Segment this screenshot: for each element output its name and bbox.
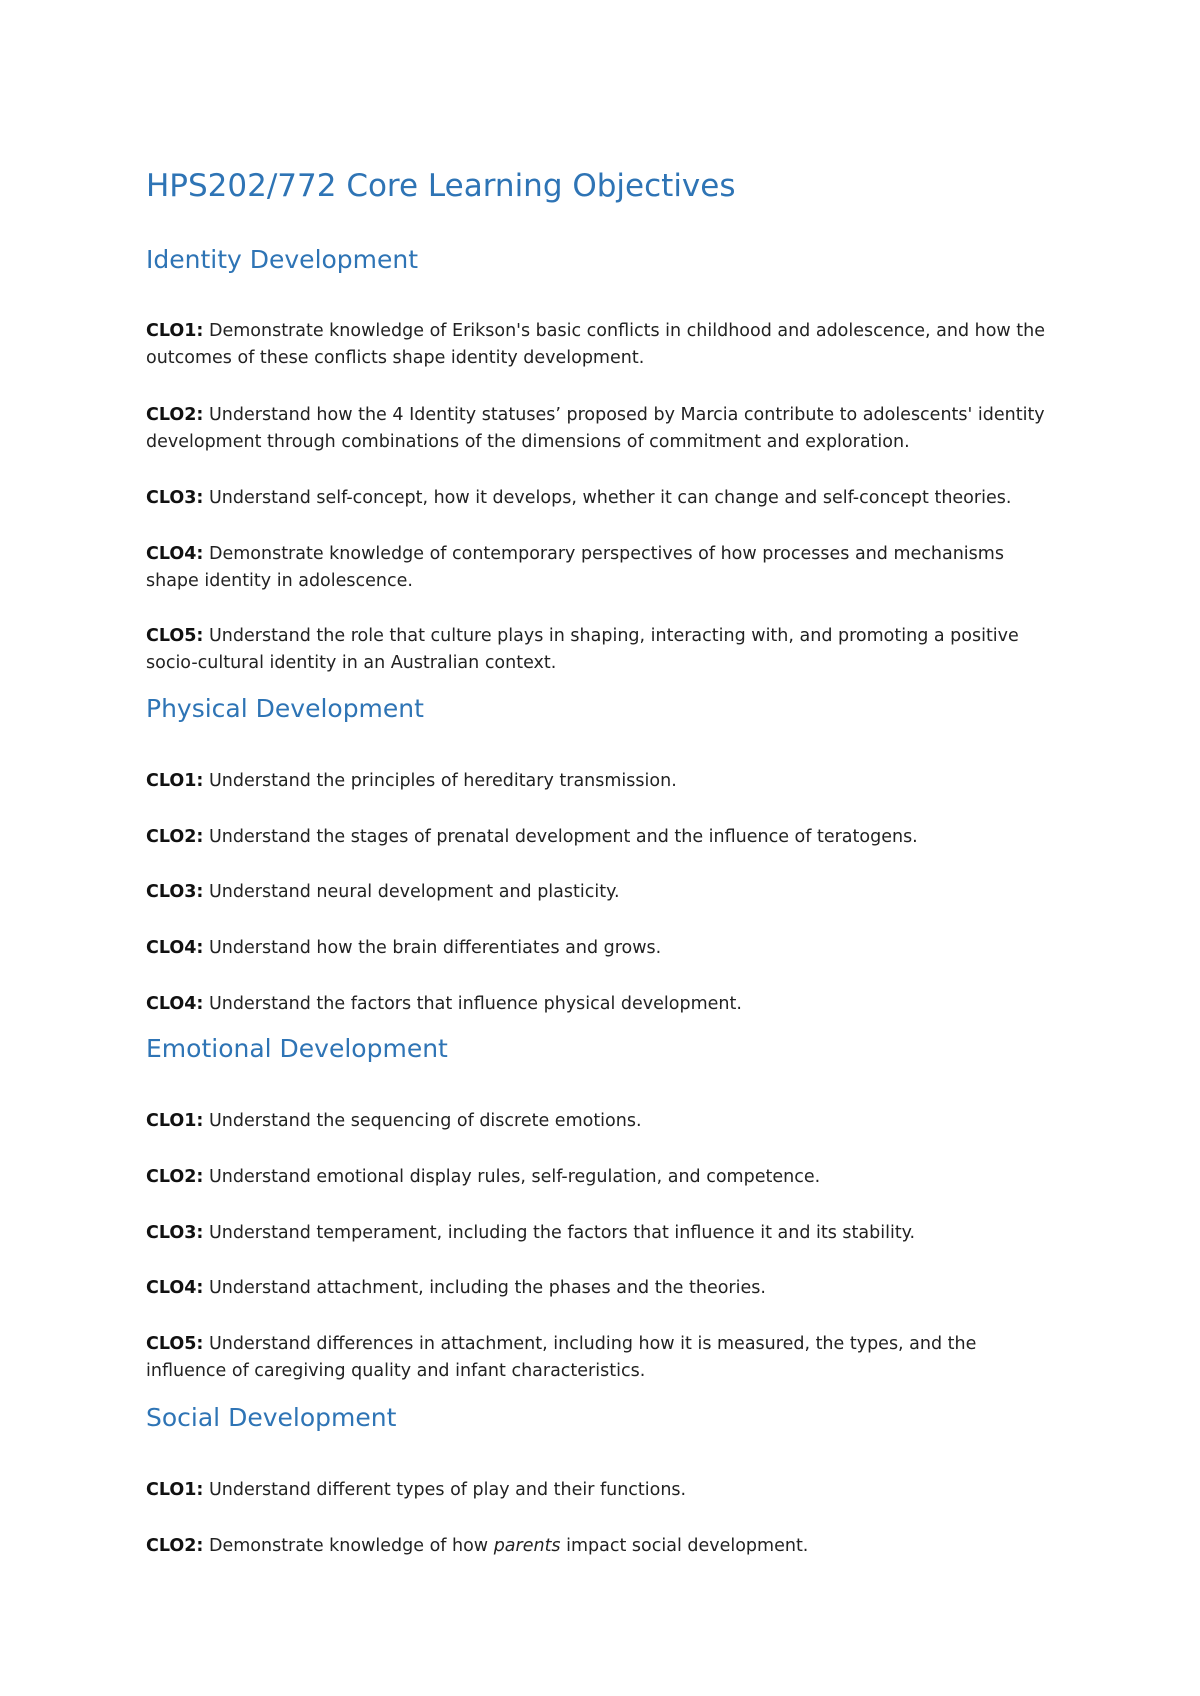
objective-text: Understand the stages of prenatal development and the influence of teratogens. [203, 827, 918, 847]
objective-text: Understand emotional display rules, self-regulation, and competence. [203, 1167, 821, 1187]
objective-physical-clo4b [146, 991, 1056, 1018]
objective-emotional-clo3 [146, 1220, 1056, 1247]
objective-text: Understand the principles of hereditary transmission. [203, 771, 677, 791]
clo-code: CLO1: [146, 771, 204, 791]
clo-code: CLO2: [146, 827, 204, 847]
objective-text: Understand how the brain differentiates and grows. [203, 938, 662, 958]
objective-identity-clo4 [146, 541, 1056, 595]
objective-text: Understand different types of play and their functions. [203, 1480, 687, 1500]
objective-text: Understand differences in attachment, including how it is measured, the types, and the influence of caregiving quality and infant characteristics. [146, 1334, 977, 1381]
objective-social-clo1 [146, 1477, 1056, 1504]
objective-physical-clo4a [146, 935, 1056, 962]
clo-code: CLO1: [146, 1111, 204, 1131]
objective-text: Understand the role that culture plays in shaping, interacting with, and promoting a positive socio-cultural identity in an Australian context. [146, 626, 1019, 673]
objective-text-before: Demonstrate knowledge of how [203, 1536, 494, 1556]
objective-identity-clo1 [146, 318, 1056, 372]
objective-text: Demonstrate knowledge of Erikson's basic conflicts in childhood and adolescence, and how the outcomes of these conflicts shape identity development. [146, 321, 1046, 368]
objective-text: Understand how the 4 Identity statuses’ proposed by Marcia contribute to adolescents' identity development through combinations of the dimensions of commitment and exploration. [146, 405, 1045, 452]
objective-text: Understand neural development and plasticity. [203, 882, 620, 902]
clo-code: CLO1: [146, 1480, 204, 1500]
document-title: HPS202/772 Core Learning Objectives [146, 168, 736, 204]
clo-code: CLO5: [146, 626, 204, 646]
objective-physical-clo2 [146, 824, 1056, 851]
clo-code: CLO4: [146, 544, 204, 564]
objective-physical-clo1 [146, 768, 1056, 795]
objective-text-after: impact social development. [560, 1536, 809, 1556]
objective-social-clo2 [146, 1533, 1056, 1560]
objective-identity-clo3 [146, 485, 1056, 512]
clo-code: CLO4: [146, 1278, 204, 1298]
objective-text-emphasis: parents [493, 1536, 561, 1556]
clo-code: CLO3: [146, 882, 204, 902]
section-heading-emotional: Emotional Development [146, 1034, 448, 1063]
clo-code: CLO4: [146, 938, 204, 958]
objective-emotional-clo1 [146, 1108, 1056, 1135]
objective-text: Understand self-concept, how it develops, whether it can change and self-concept theories. [203, 488, 1012, 508]
objective-text: Demonstrate knowledge of contemporary perspectives of how processes and mechanisms shape identity in adolescence. [146, 544, 1004, 591]
clo-code: CLO3: [146, 488, 204, 508]
section-heading-physical: Physical Development [146, 694, 424, 723]
objective-emotional-clo5 [146, 1331, 1056, 1385]
objective-text: Understand attachment, including the phases and the theories. [203, 1278, 766, 1298]
clo-code: CLO4: [146, 994, 204, 1014]
objective-text: Understand the factors that influence physical development. [203, 994, 742, 1014]
objective-text: Understand the sequencing of discrete emotions. [203, 1111, 642, 1131]
clo-code: CLO1: [146, 321, 204, 341]
objective-emotional-clo4 [146, 1275, 1056, 1302]
objective-emotional-clo2 [146, 1164, 1056, 1191]
objective-identity-clo2 [146, 402, 1056, 456]
section-heading-identity: Identity Development [146, 245, 419, 274]
clo-code: CLO5: [146, 1334, 204, 1354]
objective-text: Understand temperament, including the factors that influence it and its stability. [203, 1223, 916, 1243]
clo-code: CLO2: [146, 1167, 204, 1187]
objective-physical-clo3 [146, 879, 1056, 906]
clo-code: CLO2: [146, 405, 204, 425]
clo-code: CLO2: [146, 1536, 204, 1556]
objective-identity-clo5 [146, 623, 1056, 677]
clo-code: CLO3: [146, 1223, 204, 1243]
section-heading-social: Social Development [146, 1403, 397, 1432]
